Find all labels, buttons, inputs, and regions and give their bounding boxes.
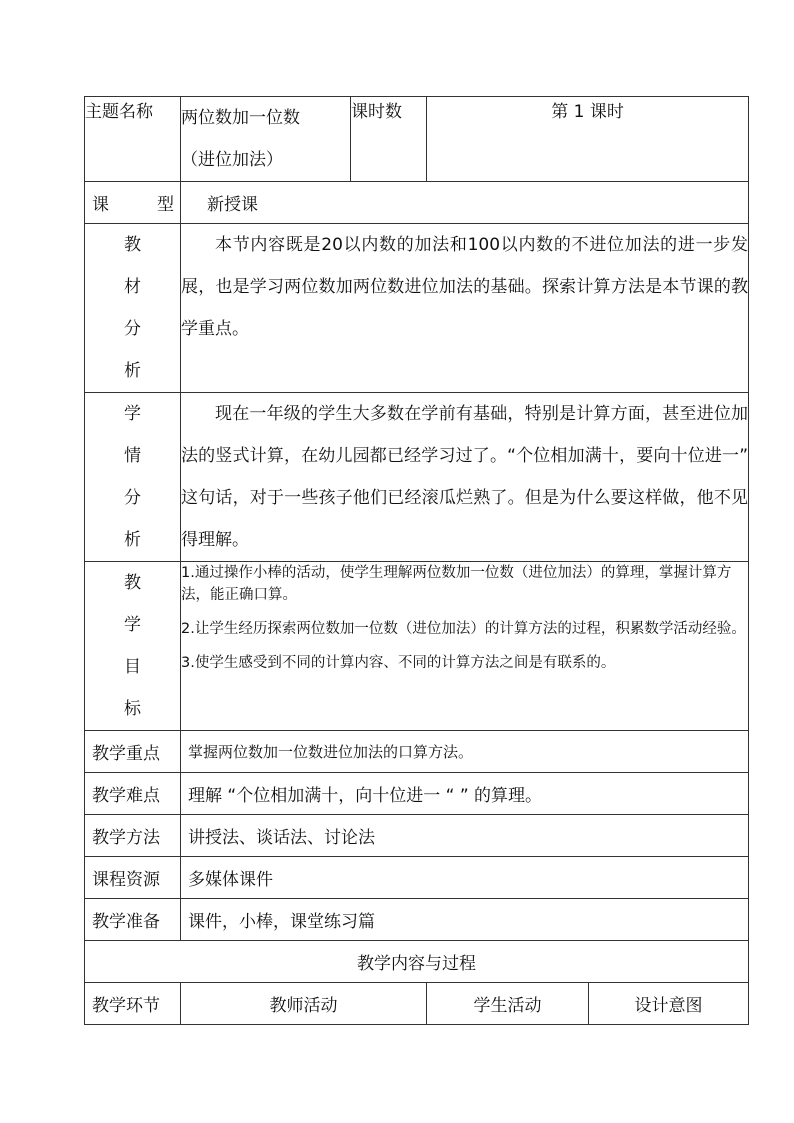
student-analysis-label: [85, 393, 181, 562]
objectives-label: [85, 562, 181, 731]
header-student: 学生活动: [427, 983, 589, 1025]
objectives-row: [85, 562, 749, 731]
resources-value: 多媒体课件: [181, 857, 749, 899]
label-char: 分: [124, 319, 141, 339]
difficulty-label: 教学难点: [85, 773, 181, 815]
preparation-label: 教学准备: [85, 899, 181, 941]
label-char: 标: [124, 699, 141, 719]
key-point-value: 掌握两位数加一位数进位加法的口算方法。: [181, 731, 749, 773]
topic-value: [181, 97, 351, 182]
textbook-analysis-text: 本节内容既是20以内数的加法和100以内数的不进位加法的进一步发展，也是学习两位数加两位数进位加法的基础。探索计算方法是本节课的教学重点。: [181, 224, 749, 393]
objective-item: 2.让学生经历探索两位数加一位数（进位加法）的计算方法的过程，积累数学活动经验。: [181, 621, 746, 637]
method-value: 讲授法、谈话法、讨论法: [181, 815, 749, 857]
objective-item: 1.通过操作小棒的活动，使学生理解两位数加一位数（进位加法）的算理，掌握计算方法，能正确口算。: [181, 565, 732, 603]
objective-item: 3.使学生感受到不同的计算内容、不同的计算方法之间是有联系的。: [181, 655, 616, 671]
difficulty-row: [85, 773, 749, 815]
difficulty-value: 理解 “个位相加满十，向十位进一 “ ” 的算理。: [181, 773, 749, 815]
method-label: 教学方法: [85, 815, 181, 857]
preparation-row: [85, 899, 749, 941]
key-point-row: [85, 731, 749, 773]
label-char: 分: [124, 488, 141, 508]
lesson-type-label: [85, 182, 181, 224]
label-char: 教: [124, 573, 141, 593]
label-char: 材: [124, 277, 141, 297]
student-analysis-text: 现在一年级的学生大多数在学前有基础，特别是计算方面，甚至进位加法的竖式计算，在幼儿园都已经学习过了。“个位相加满十，要向十位进一” 这句话，对于一些孩子他们已经滚瓜烂熟了。但是为什么要这样做，他不见得理解。: [181, 393, 749, 562]
label-char: 学: [124, 615, 141, 635]
resources-row: [85, 857, 749, 899]
process-title-row: [85, 941, 749, 983]
label-char: 教: [124, 235, 141, 255]
lesson-type-label-1: 课: [92, 195, 109, 215]
method-row: [85, 815, 749, 857]
key-point-label: 教学重点: [85, 731, 181, 773]
student-analysis-row: [85, 393, 749, 562]
topic-line-2: （进位加法）: [181, 150, 283, 170]
label-char: 析: [124, 530, 141, 550]
lesson-type-label-2: 型: [157, 195, 174, 215]
topic-row: [85, 97, 749, 182]
hours-value: 第 1 课时: [427, 97, 749, 182]
header-teacher: 教师活动: [181, 983, 427, 1025]
preparation-value: 课件，小棒，课堂练习篇: [181, 899, 749, 941]
label-char: 目: [124, 657, 141, 677]
label-char: 学: [124, 404, 141, 424]
header-intent: 设计意图: [589, 983, 749, 1025]
objectives-list: [181, 562, 749, 731]
lesson-type-value: 新授课: [181, 182, 749, 224]
topic-label: 主题名称: [85, 97, 181, 182]
textbook-analysis-row: [85, 224, 749, 393]
hours-label: 课时数: [351, 97, 427, 182]
label-char: 情: [124, 446, 141, 466]
topic-line-1: 两位数加一位数: [181, 108, 300, 128]
header-stage: 教学环节: [85, 983, 181, 1025]
resources-label: 课程资源: [85, 857, 181, 899]
textbook-analysis-label: [85, 224, 181, 393]
lesson-plan-table: [84, 96, 749, 1025]
process-header-row: [85, 983, 749, 1025]
label-char: 析: [124, 361, 141, 381]
lesson-type-row: [85, 182, 749, 224]
process-title: 教学内容与过程: [85, 941, 749, 983]
